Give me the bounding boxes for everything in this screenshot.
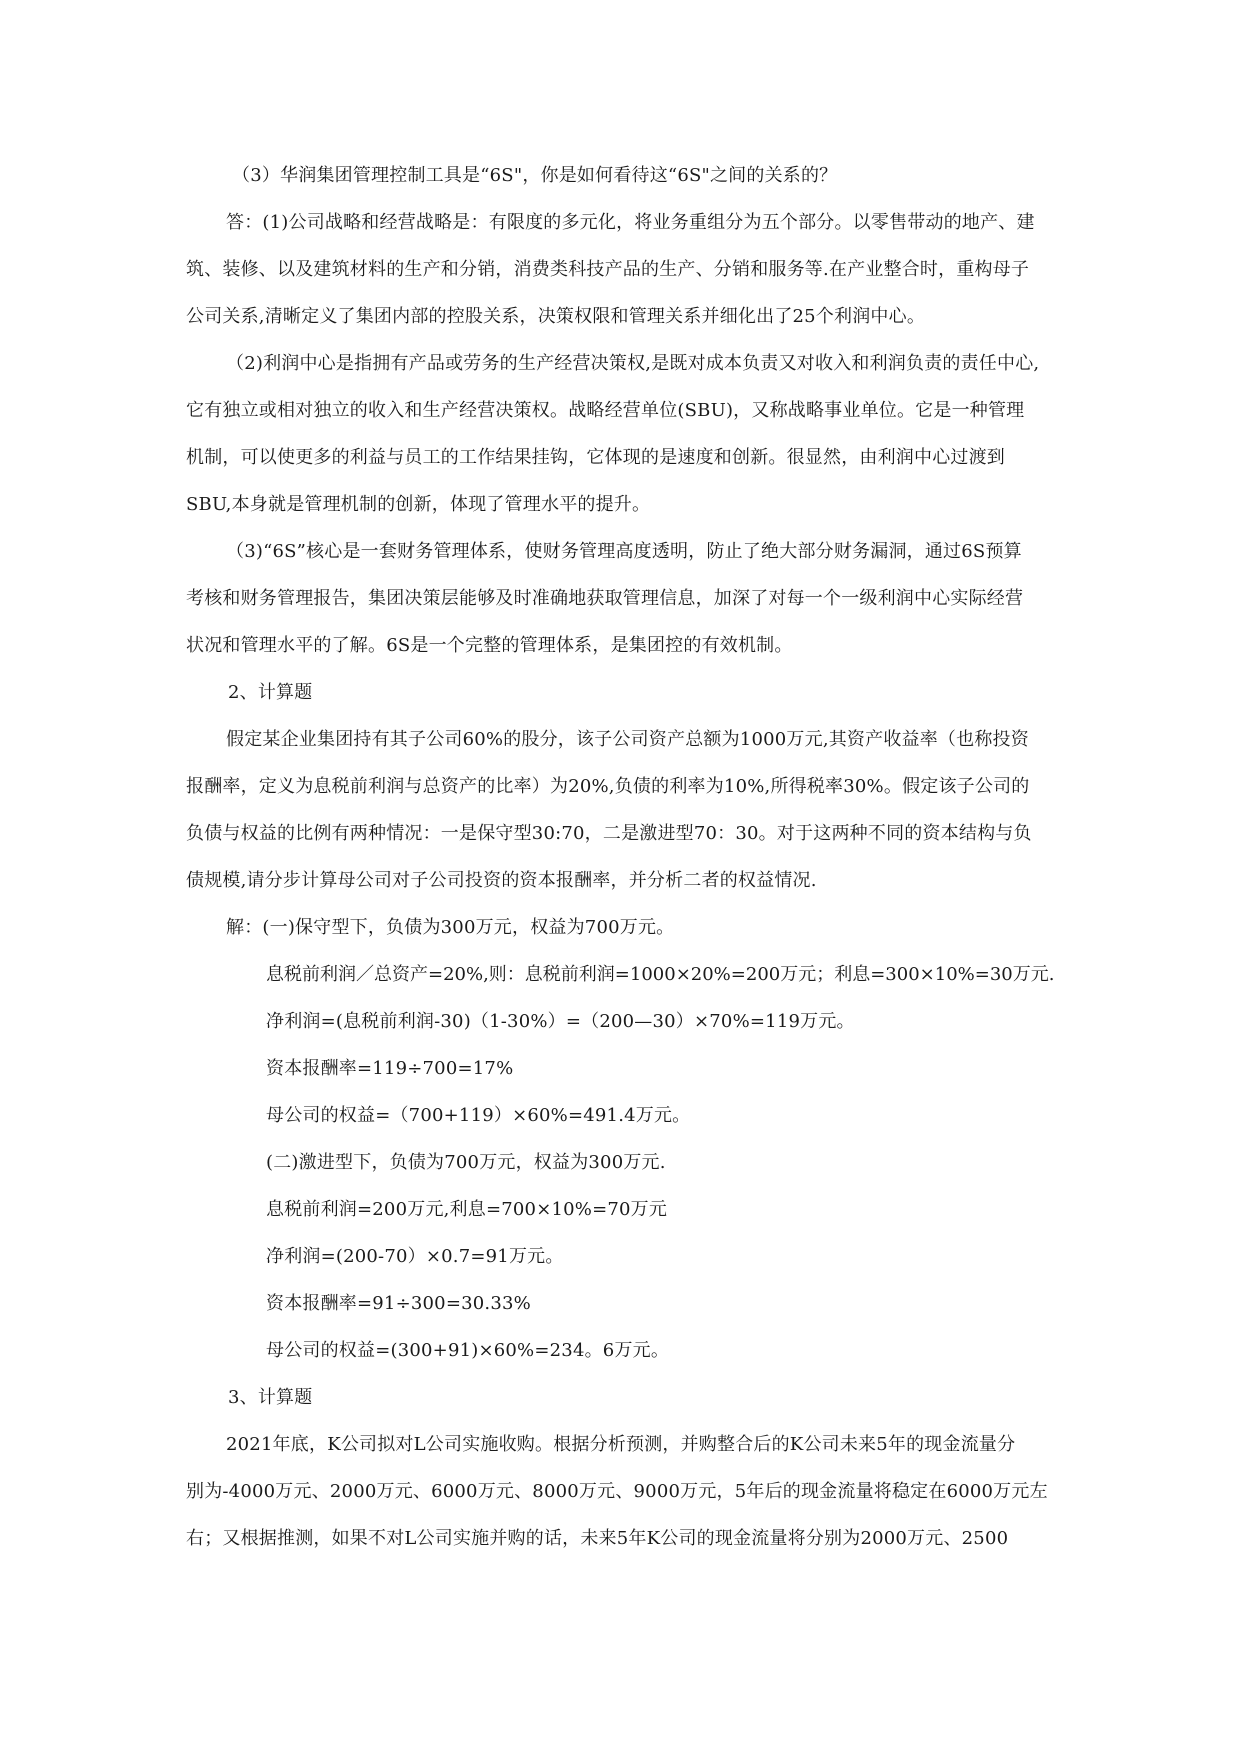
answer-2-line-2: 它有独立或相对独立的收入和生产经营决策权。战略经营单位(SBU)，又称战略事业单位。它是一种管理 xyxy=(186,400,1025,421)
solution-1-step-3: 资本报酬率=119÷700=17% xyxy=(266,1058,514,1079)
question-3: （3）华润集团管理控制工具是“6S"，你是如何看待这“6S"之间的关系的？ xyxy=(232,165,838,186)
answer-3-line-3: 状况和管理水平的了解。6S是一个完整的管理体系，是集团控的有效机制。 xyxy=(186,635,793,656)
solution-2-step-1: 息税前利润=200万元,利息=700×10%=70万元 xyxy=(266,1199,668,1220)
answer-2-line-4: SBU,本身就是管理机制的创新，体现了管理水平的提升。 xyxy=(186,494,651,515)
problem-2-line-3: 负债与权益的比例有两种情况：一是保守型30:70，二是激进型70：30。对于这两种不同的资本结构与负 xyxy=(186,823,1032,844)
solution-1-step-2: 净利润=(息税前利润-30)（1-30%）=（200—30）×70%=119万元。 xyxy=(266,1011,855,1032)
problem-3-line-2: 别为-4000万元、2000万元、6000万元、8000万元、9000万元，5年后的现金流量将稳定在6000万元左 xyxy=(186,1481,1048,1502)
answer-1-line-2: 筑、装修、以及建筑材料的生产和分销，消费类科技产品的生产、分销和服务等.在产业整合时，重构母子 xyxy=(186,259,1030,280)
solution-heading-1: 解：(一)保守型下，负债为300万元，权益为700万元。 xyxy=(226,917,675,938)
solution-heading-2: (二)激进型下，负债为700万元，权益为300万元. xyxy=(266,1152,666,1173)
section-heading-3: 3、计算题 xyxy=(228,1387,313,1408)
answer-3-line-1: （3)“6S”核心是一套财务管理体系，使财务管理高度透明，防止了绝大部分财务漏洞，通过6S预算 xyxy=(226,541,1022,562)
answer-2-line-1: （2)利润中心是指拥有产品或劳务的生产经营决策权,是既对成本负责又对收入和利润负责的责任中心, xyxy=(226,353,1040,374)
problem-3-line-3: 右；又根据推测，如果不对L公司实施并购的话，未来5年K公司的现金流量将分别为2000万元、2500 xyxy=(186,1528,1009,1549)
solution-2-step-4: 母公司的权益=(300+91)×60%=234。6万元。 xyxy=(266,1340,670,1361)
answer-1-line-3: 公司关系,清晰定义了集团内部的控股关系，决策权限和管理关系并细化出了25个利润中心。 xyxy=(186,306,926,327)
section-heading-2: 2、计算题 xyxy=(228,682,313,703)
problem-2-line-1: 假定某企业集团持有其子公司60%的股分，该子公司资产总额为1000万元,其资产收益率（也称投资 xyxy=(226,729,1029,750)
answer-3-line-2: 考核和财务管理报告，集团决策层能够及时准确地获取管理信息，加深了对每一个一级利润中心实际经营 xyxy=(186,588,1024,609)
solution-2-step-3: 资本报酬率=91÷300=30.33% xyxy=(266,1293,531,1314)
problem-3-line-1: 2021年底，K公司拟对L公司实施收购。根据分析预测，并购整合后的K公司未来5年的现金流量分 xyxy=(226,1434,1016,1455)
solution-1-step-1: 息税前利润／总资产=20%,则：息税前利润=1000×20%=200万元；利息=300×10%=30万元. xyxy=(266,964,1055,985)
problem-2-line-4: 债规模,请分步计算母公司对子公司投资的资本报酬率，并分析二者的权益情况. xyxy=(186,870,817,891)
answer-2-line-3: 机制，可以使更多的利益与员工的工作结果挂钩，它体现的是速度和创新。很显然，由利润中心过渡到 xyxy=(186,447,1005,468)
solution-1-step-4: 母公司的权益=（700+119）×60%=491.4万元。 xyxy=(266,1105,691,1126)
answer-1-line-1: 答：(1)公司战略和经营战略是：有限度的多元化，将业务重组分为五个部分。以零售带动的地产、建 xyxy=(226,212,1035,233)
problem-2-line-2: 报酬率，定义为息税前利润与总资产的比率）为20%,负债的利率为10%,所得税率30%。假定该子公司的 xyxy=(186,776,1030,797)
solution-2-step-2: 净利润=(200-70）×0.7=91万元。 xyxy=(266,1246,564,1267)
